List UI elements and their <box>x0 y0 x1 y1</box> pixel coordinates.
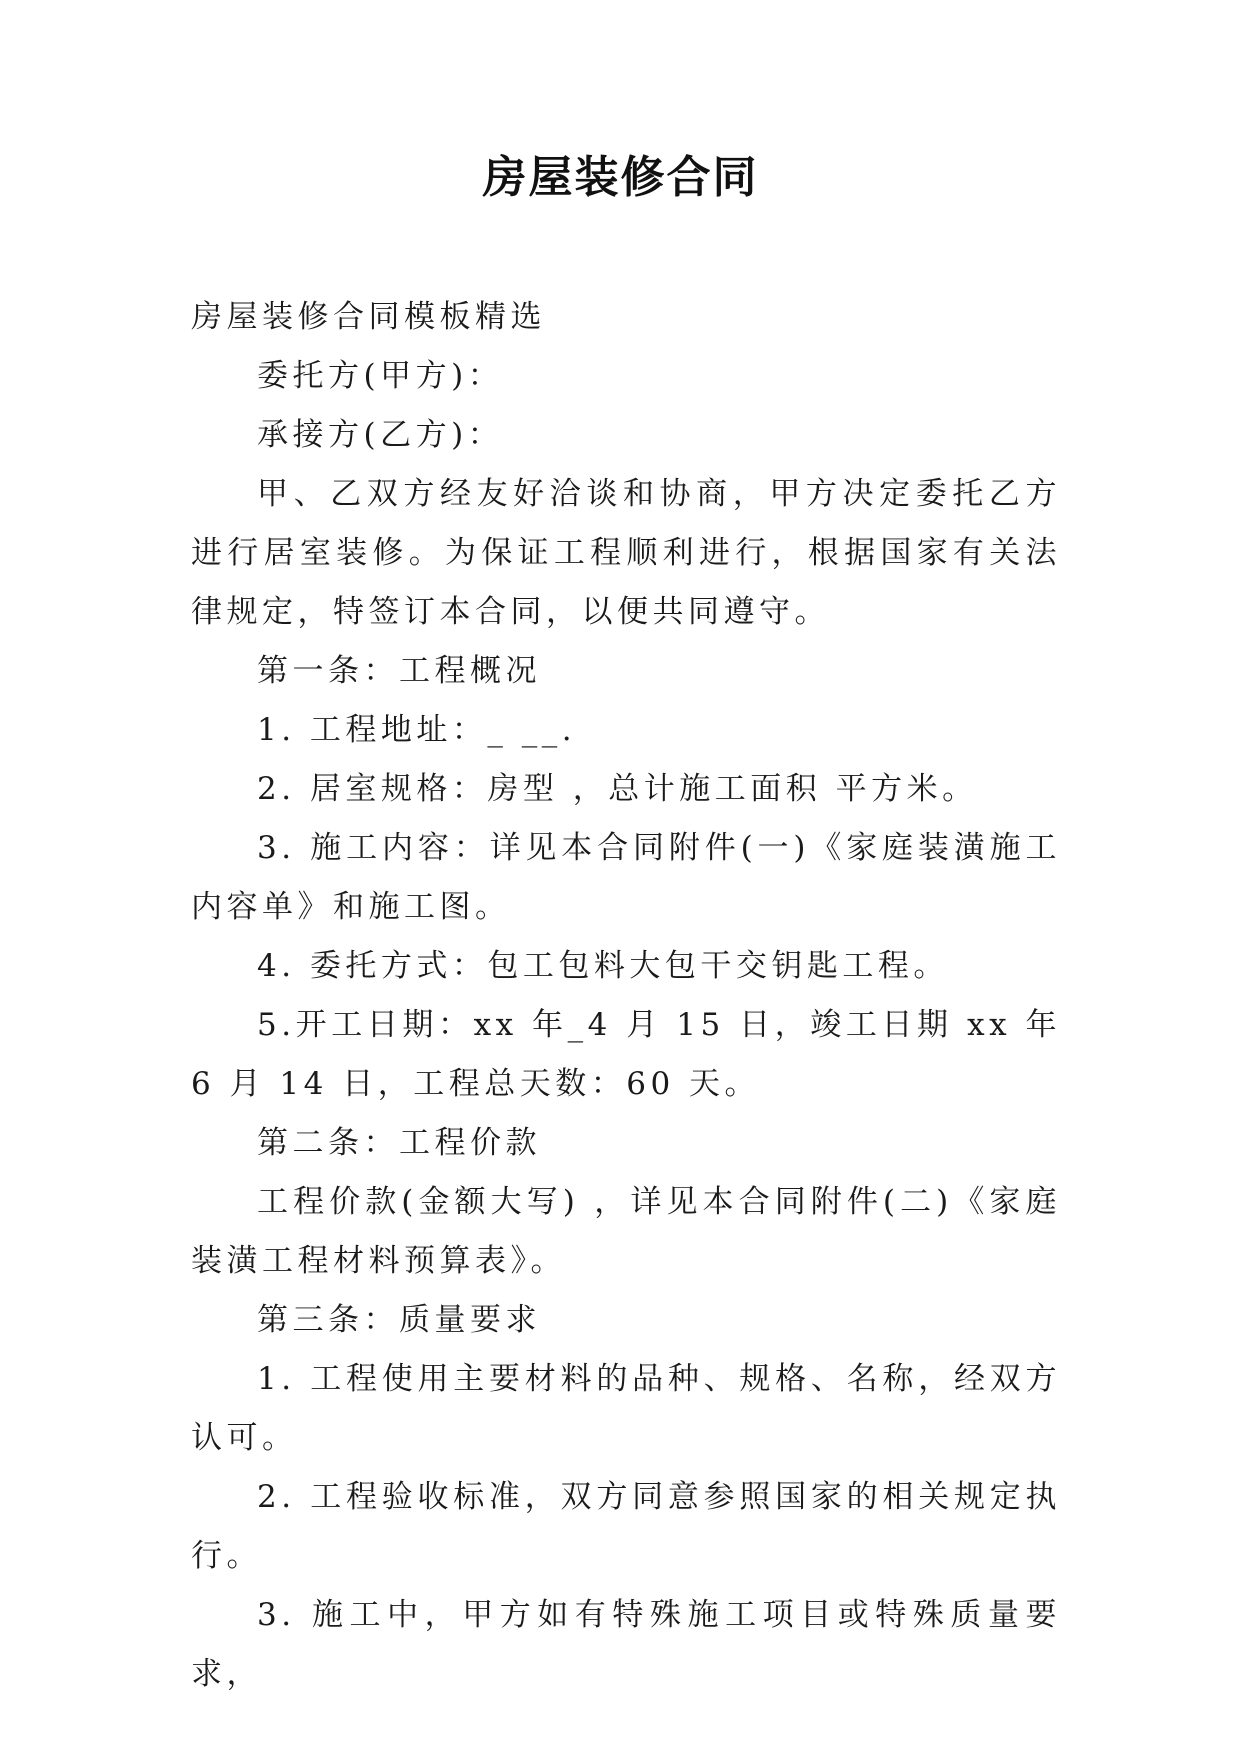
article-2-text: 工程价款(金额大写) ，详见本合同附件(二)《家庭装潢工程材料预算表》。 <box>191 1184 1061 1279</box>
article-1-item-3: 3. 施工内容：详见本合同附件(一)《家庭装潢施工内容单》和施工图。 <box>191 830 1061 925</box>
article-1-item-5: 5.开工日期：xx 年_4 月 15 日，竣工日期 xx 年 6 月 14 日，工程总天数：60 天。 <box>191 1007 1061 1102</box>
paragraph-subtitle: 房屋装修合同模板精选 <box>191 299 546 335</box>
article-3-heading: 第三条：质量要求 <box>257 1302 541 1338</box>
article-1-item-2: 2. 居室规格：房型 ，总计施工面积 平方米。 <box>257 771 978 807</box>
article-1-heading: 第一条：工程概况 <box>257 653 541 689</box>
article-3-item-3: 3. 施工中，甲方如有特殊施工项目或特殊质量要求， <box>191 1597 1061 1692</box>
document-body <box>191 288 1061 1704</box>
article-3-item-2: 2. 工程验收标准，双方同意参照国家的相关规定执行。 <box>191 1479 1061 1574</box>
article-3-item-1: 1. 工程使用主要材料的品种、规格、名称，经双方认可。 <box>191 1361 1061 1456</box>
article-1-item-4: 4. 委托方式：包工包料大包干交钥匙工程。 <box>257 948 949 984</box>
paragraph-party-b: 承接方(乙方)： <box>257 417 504 453</box>
paragraph-party-a: 委托方(甲方)： <box>257 358 504 394</box>
paragraph-preamble: 甲、乙双方经友好洽谈和协商，甲方决定委托乙方进行居室装修。为保证工程顺利进行，根据国家有关法律规定，特签订本合同，以便共同遵守。 <box>191 476 1061 630</box>
document-title: 房屋装修合同 <box>482 152 759 203</box>
article-1-item-1: 1. 工程地址：_ __. <box>257 712 577 748</box>
article-2-heading: 第二条：工程价款 <box>257 1125 541 1161</box>
